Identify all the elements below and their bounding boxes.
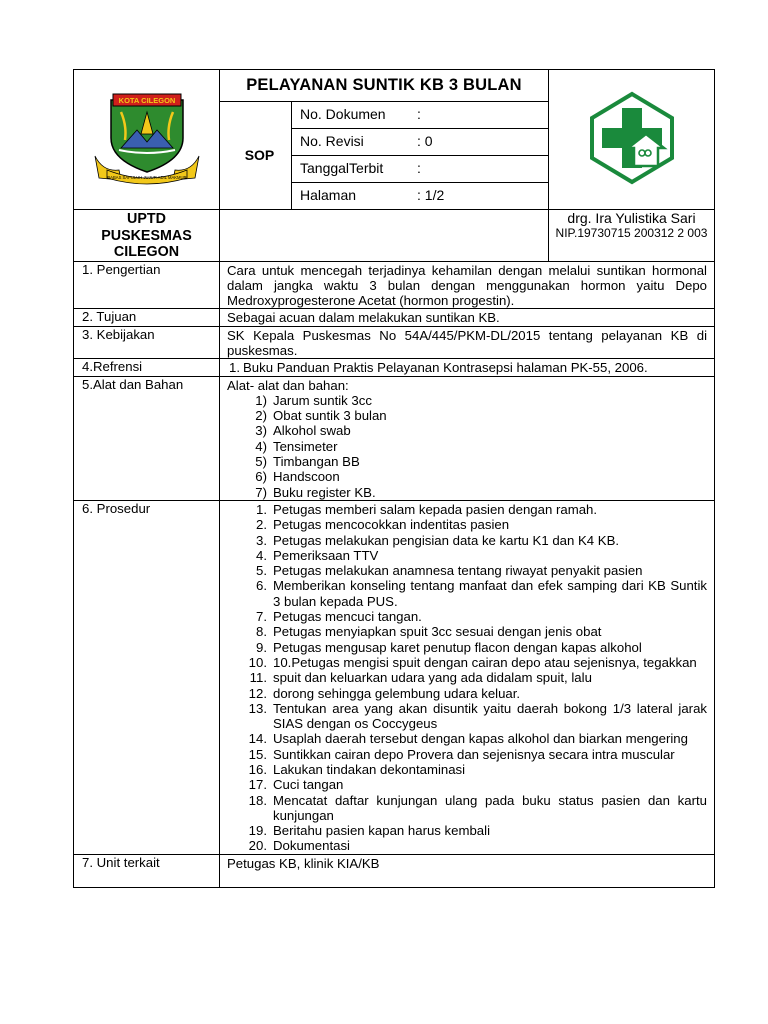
list-item: 1. Buku Panduan Praktis Pelayanan Kontrasepsi halaman PK-55, 2006. <box>229 360 648 376</box>
list-item: 17. Cuci tangan <box>248 777 344 793</box>
meta-no-dokumen: No. Dokumen : <box>292 102 549 129</box>
cilegon-crest-cell <box>74 70 220 210</box>
list-item: 20. Dokumentasi <box>248 838 350 854</box>
list-item: 1) Jarum suntik 3cc <box>255 392 372 408</box>
text-kebijakan: SK Kepala Puskesmas No 54A/445/PKM-DL/2015 tentang pelayanan KB di puskesmas. <box>220 326 715 359</box>
referensi-list <box>227 360 707 375</box>
text-tujuan: Sebagai acuan dalam melakukan suntikan KB. <box>220 309 715 326</box>
list-item: 8. Petugas menyiapkan spuit 3cc sesuai dengan jenis obat <box>256 624 602 640</box>
puskesmas-logo-icon <box>584 90 680 186</box>
list-item: 4) Tensimeter <box>255 438 338 454</box>
alat-list <box>227 393 707 500</box>
signer-nip: NIP.19730715 200312 2 003 <box>555 226 708 240</box>
label-tujuan: 2. Tujuan <box>74 309 220 326</box>
sop-document <box>73 69 714 888</box>
list-item: 2) Obat suntik 3 bulan <box>255 408 387 424</box>
list-item: 5. Petugas melakukan anamnesa tentang riwayat penyakit pasien <box>256 563 643 579</box>
alat-bahan-cell <box>220 376 715 500</box>
list-item: 10. 10.Petugas mengisi spuit dengan cairan depo atau sejenisnya, tegakkan <box>248 654 697 670</box>
meta-halaman: Halaman : 1/2 <box>292 183 549 210</box>
signature-block <box>549 210 715 262</box>
crest-label: KOTA CILEGON <box>118 95 175 105</box>
cilegon-crest-icon <box>91 90 203 186</box>
list-item: 7. Petugas mencuci tangan. <box>256 609 422 625</box>
alat-intro: Alat- alat dan bahan: <box>227 377 349 393</box>
list-item: 18. Mencatat daftar kunjungan ulang pada buku status pasien dan kartu kunjungan <box>248 792 707 823</box>
page-title: PELAYANAN SUNTIK KB 3 BULAN <box>220 70 549 102</box>
list-item: 7) Buku register KB. <box>255 484 376 500</box>
list-item: 3. Petugas melakukan pengisian data ke kartu K1 dan K4 KB. <box>256 532 620 548</box>
list-item: 14. Usaplah daerah tersebut dengan kapas alkohol dan biarkan mengering <box>248 731 688 747</box>
blank-cell <box>220 210 549 262</box>
list-item: 3) Alkohol swab <box>255 423 351 439</box>
prosedur-list <box>227 502 707 854</box>
puskesmas-logo-cell <box>549 70 715 210</box>
label-referensi: 4.Refrensi <box>74 359 220 376</box>
list-item: 6. Memberikan konseling tentang manfaat dan efek samping dari KB Suntik 3 bulan kepada PUS. <box>256 578 707 609</box>
list-item: 6) Handscoon <box>255 469 340 485</box>
org-name: UPTD PUSKESMAS CILEGON <box>74 210 220 262</box>
sop-table <box>73 69 715 888</box>
list-item: 16. Lakukan tindakan dekontaminasi <box>248 762 466 777</box>
label-pengertian: 1. Pengertian <box>74 261 220 309</box>
signer-name: drg. Ira Yulistika Sari <box>567 210 696 226</box>
list-item: 12. dorong sehingga gelembung udara keluar. <box>248 685 521 701</box>
prosedur-cell <box>220 500 715 854</box>
list-item: 19. Beritahu pasien kapan harus kembali <box>248 823 490 839</box>
text-pengertian: Cara untuk mencegah terjadinya kehamilan dengan melalui suntikan hormonal dalam jangka waktu 3 bulan dengan menggunakan hormon yaitu Depo Medroxyprogesterone Acetat (hormon progestin). <box>220 261 715 309</box>
label-prosedur: 6. Prosedur <box>74 500 220 854</box>
list-item: 13. Tentukan area yang akan disuntik yaitu daerah bokong 1/3 lateral jarak SIAS dengan os Coccygeus <box>248 700 707 732</box>
label-kebijakan: 3. Kebijakan <box>74 326 220 359</box>
referensi-list-cell <box>220 359 715 376</box>
crest-motto: BABAS SAPULUH JUJUR ADIL MAKMUR <box>106 174 187 180</box>
list-item: 11. spuit dan keluarkan udara yang ada didalam spuit, lalu <box>249 670 592 686</box>
label-unit-terkait: 7. Unit terkait <box>74 854 220 887</box>
list-item: 9. Petugas mengusap karet penutup flacon dengan kapas alkohol <box>256 639 642 655</box>
list-item: 2. Petugas mencocokkan indentitas pasien <box>256 517 510 533</box>
list-item: 15. Suntikkan cairan depo Provera dan sejenisnya secara intra muscular <box>248 746 675 762</box>
list-item: 4. Pemeriksaan TTV <box>256 547 379 563</box>
text-unit-terkait: Petugas KB, klinik KIA/KB <box>220 854 715 887</box>
list-item: 1. Petugas memberi salam kepada pasien dengan ramah. <box>256 501 598 517</box>
sop-label: SOP <box>220 102 292 210</box>
meta-tanggal-terbit: TanggalTerbit : <box>292 156 549 183</box>
meta-no-revisi: No. Revisi : 0 <box>292 129 549 156</box>
list-item: 5) Timbangan BB <box>255 454 360 470</box>
label-alat-bahan: 5.Alat dan Bahan <box>74 376 220 500</box>
